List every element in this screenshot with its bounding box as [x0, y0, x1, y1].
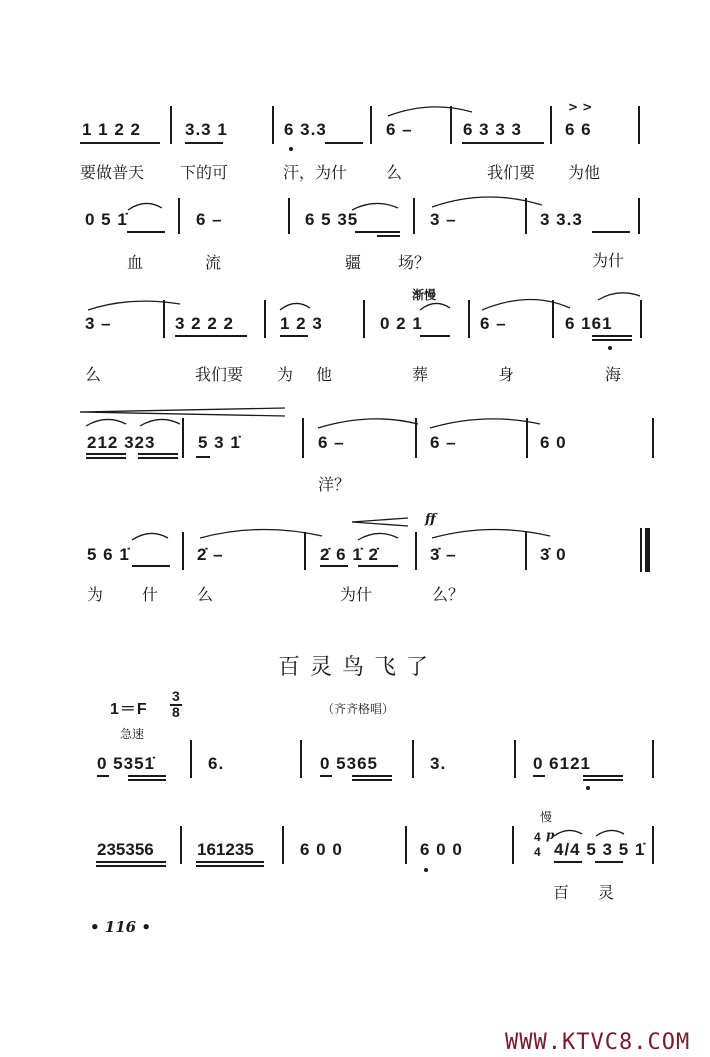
measure: 6 – — [480, 314, 507, 333]
lyric: 他 — [316, 365, 333, 384]
song-title: 百灵鸟飞了 — [278, 655, 439, 680]
hairpin — [352, 522, 408, 526]
hairpin — [352, 518, 408, 522]
slur — [86, 419, 126, 426]
measure: 1 1 2 2 — [82, 120, 141, 139]
measure: 235356 — [97, 840, 154, 859]
lyric: 么 — [85, 365, 102, 384]
tempo-mark: 渐慢 — [412, 288, 437, 302]
lyric: 为他 — [568, 163, 601, 182]
lyric: 汗，为什 — [283, 163, 348, 182]
slur — [352, 203, 398, 210]
measure: 2̇ 6 1̇ 2̇ — [320, 545, 379, 564]
lyric: 要做普天 — [80, 163, 145, 182]
slur — [554, 830, 582, 836]
lyric: 么 — [197, 585, 214, 604]
time-signature-bottom: 4 — [534, 845, 542, 859]
slur — [432, 529, 550, 538]
measure: 6 – — [386, 120, 413, 139]
measure: 6 0 — [540, 433, 567, 452]
crescendo-line — [80, 408, 285, 412]
slur — [432, 197, 542, 207]
measure: 0 5 1̇ — [85, 210, 128, 229]
slur — [88, 301, 180, 310]
slur — [318, 419, 418, 428]
slur — [420, 303, 450, 310]
measure: 0 5365 — [320, 754, 378, 773]
lyric: 身 — [498, 365, 515, 384]
lyric: 血 — [127, 253, 144, 272]
slur — [388, 107, 472, 116]
lyric: 么？ — [432, 585, 465, 604]
lyric: 流 — [205, 253, 222, 272]
measure: 3 – — [85, 314, 112, 333]
measure: 6 – — [196, 210, 223, 229]
time-signature-top: 4 — [534, 830, 542, 844]
measure: 161235 — [197, 840, 254, 859]
time-signature-top: 3 — [172, 688, 181, 704]
measure: 3. — [430, 754, 447, 773]
tempo-mark: 急速 — [120, 727, 145, 741]
measure: 0 2 1 — [380, 314, 423, 333]
measure: 6 – — [430, 433, 457, 452]
crescendo-line — [80, 412, 285, 416]
slur — [128, 203, 162, 210]
lyric: 下的可 — [180, 163, 229, 182]
slur — [596, 830, 624, 836]
lyric: 为什 — [340, 585, 373, 604]
measure: 3̇ – — [430, 545, 457, 564]
measure: 6. — [208, 754, 225, 773]
lyric: 什 — [142, 585, 159, 604]
measure: 6 0 0 — [420, 840, 463, 859]
slur — [358, 533, 398, 540]
measure: 0 6121 — [533, 754, 591, 773]
measure: 5 6 1̇ — [87, 545, 130, 564]
measure: 3 3.3 — [540, 210, 583, 229]
measure: 6 – — [318, 433, 345, 452]
measure: 6 5 35 — [305, 210, 359, 229]
lyric: 疆 — [345, 253, 362, 272]
slur — [200, 529, 322, 538]
measure: 6 0 0 — [300, 840, 343, 859]
slur — [280, 303, 310, 310]
measure: 4/4 5 3 5 1̇ — [554, 840, 646, 859]
measure: 0 5351̇ — [97, 754, 155, 773]
lyric: 为 — [277, 365, 294, 384]
measure: 1 2 3 — [280, 314, 323, 333]
key-signature: 1＝F — [110, 701, 148, 718]
measure: 3 – — [430, 210, 457, 229]
measure: 5 3 1̇ — [198, 433, 241, 452]
slur — [430, 419, 540, 428]
lyric: 洋？ — [318, 475, 351, 494]
lyric: 么 — [386, 163, 403, 182]
dynamic-mark: p — [546, 828, 555, 842]
lyric: 海 — [605, 365, 622, 384]
measure: 3̇ 0 — [540, 545, 567, 564]
lyric: 我们要 — [195, 365, 244, 384]
measure: 6 161 — [565, 314, 613, 333]
slur — [482, 299, 570, 310]
measure: 3.3 1 — [185, 120, 228, 139]
lyric: 百 — [553, 883, 570, 902]
measure: 6 3.3 — [284, 120, 327, 139]
lyric: 我们要 — [487, 163, 536, 182]
slur — [132, 533, 168, 540]
slur — [140, 419, 180, 426]
watermark: WWW.KTVC8.COM — [505, 1030, 691, 1055]
accent-marks: > > — [568, 100, 593, 114]
dynamic-mark: ff — [425, 512, 436, 527]
lyric: 灵 — [598, 883, 615, 902]
lyric: 葬 — [412, 365, 429, 384]
measure: 6 3 3 3 — [463, 120, 522, 139]
tempo-mark: 慢 — [540, 810, 553, 824]
lyric: 为 — [87, 585, 104, 604]
lyric: 为什 — [592, 251, 625, 270]
measure: 2̇ – — [197, 545, 224, 564]
lyric: 场？ — [398, 253, 431, 272]
slur — [598, 293, 640, 300]
measure: 212 323 — [87, 433, 156, 452]
measure: 3 2 2 2 — [175, 314, 234, 333]
time-signature-bottom: 8 — [172, 704, 181, 720]
page-number: • 116 • — [90, 918, 151, 936]
measure: 6 6 — [565, 120, 592, 139]
performer: （齐齐格唱） — [322, 702, 395, 716]
